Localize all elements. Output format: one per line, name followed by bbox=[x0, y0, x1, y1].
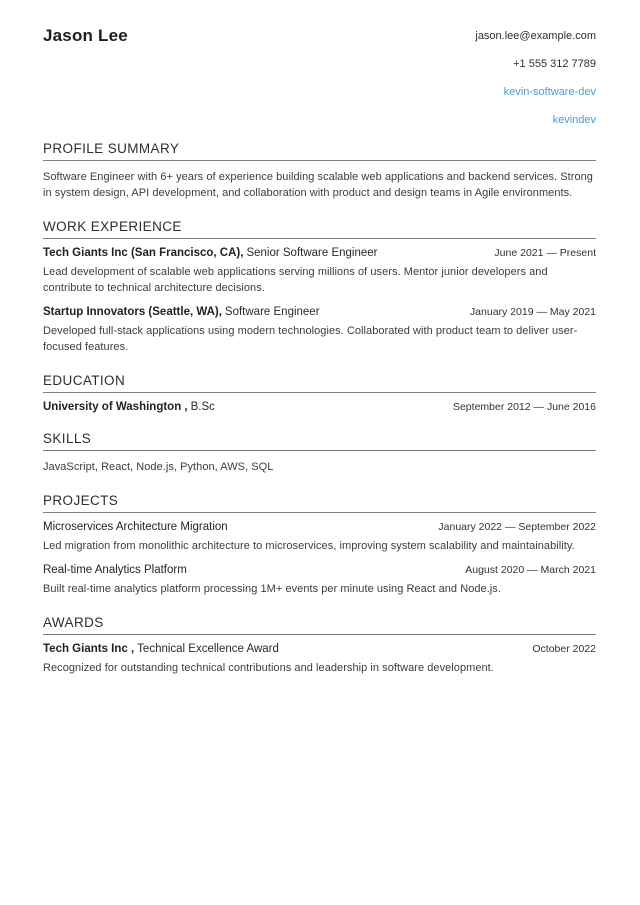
contact-link-secondary[interactable]: kevindev bbox=[552, 114, 596, 126]
projects-title: PROJECTS bbox=[43, 493, 119, 508]
project-name: Microservices Architecture Migration bbox=[43, 521, 228, 533]
project-entry bbox=[43, 564, 596, 597]
section-divider bbox=[43, 450, 596, 451]
contact-email: jason.lee@example.com bbox=[475, 30, 596, 42]
resume-header bbox=[43, 24, 596, 136]
profile-summary-title: PROFILE SUMMARY bbox=[43, 141, 180, 156]
section-education bbox=[43, 373, 596, 413]
work-role: Senior Software Engineer bbox=[246, 247, 378, 259]
profile-summary-text: Software Engineer with 6+ years of experience building scalable web applications and backend services. Strong in system design, API development, and collaboration with product and design teams in Agile environments. bbox=[43, 171, 593, 199]
work-dates: June 2021 — Present bbox=[494, 247, 596, 259]
section-awards bbox=[43, 615, 596, 676]
contact-phone: +1 555 312 7789 bbox=[513, 58, 596, 70]
award-name: Technical Excellence Award bbox=[137, 643, 279, 655]
education-dates: September 2012 — June 2016 bbox=[452, 401, 596, 413]
person-name: Jason Lee bbox=[43, 26, 128, 45]
project-name: Real-time Analytics Platform bbox=[43, 564, 187, 576]
project-description: Led migration from monolithic architecture to microservices, improving system scalability and maintainability. bbox=[43, 540, 575, 552]
work-role: Software Engineer bbox=[224, 306, 320, 318]
work-company: Tech Giants Inc (San Francisco, CA), bbox=[43, 247, 244, 259]
award-entry bbox=[43, 643, 596, 676]
section-divider bbox=[43, 392, 596, 393]
contact-link-primary[interactable]: kevin-software-dev bbox=[503, 86, 596, 98]
work-dates: January 2019 — May 2021 bbox=[469, 306, 596, 318]
work-description: Lead development of scalable web applications serving millions of users. Mentor junior developers and contribute to technical architecture decisions. bbox=[43, 266, 548, 294]
project-description: Built real-time analytics platform processing 1M+ events per minute using React and Node.js. bbox=[43, 583, 501, 595]
section-divider bbox=[43, 634, 596, 635]
skills-title: SKILLS bbox=[43, 431, 92, 446]
education-entry bbox=[43, 401, 596, 413]
section-divider bbox=[43, 512, 596, 513]
project-dates: August 2020 — March 2021 bbox=[465, 564, 596, 576]
project-dates: January 2022 — September 2022 bbox=[438, 521, 596, 533]
project-entry bbox=[43, 521, 596, 554]
work-experience-title: WORK EXPERIENCE bbox=[43, 219, 182, 234]
section-divider bbox=[43, 238, 596, 239]
work-entry bbox=[43, 306, 596, 355]
work-entry bbox=[43, 247, 596, 296]
education-school: University of Washington , bbox=[43, 401, 188, 413]
education-title: EDUCATION bbox=[43, 373, 126, 388]
section-work-experience bbox=[43, 219, 596, 355]
section-divider bbox=[43, 160, 596, 161]
award-description: Recognized for outstanding technical contributions and leadership in software development. bbox=[43, 662, 494, 674]
section-profile-summary bbox=[43, 141, 596, 201]
work-description: Developed full-stack applications using modern technologies. Collaborated with product team to deliver user-focused features. bbox=[43, 325, 578, 353]
education-degree: B.Sc bbox=[190, 401, 215, 413]
award-dates: October 2022 bbox=[532, 643, 596, 655]
section-projects bbox=[43, 493, 596, 597]
work-company: Startup Innovators (Seattle, WA), bbox=[43, 306, 222, 318]
awards-title: AWARDS bbox=[43, 615, 104, 630]
contact-block bbox=[475, 24, 596, 136]
award-issuer: Tech Giants Inc , bbox=[43, 643, 135, 655]
skills-list: JavaScript, React, Node.js, Python, AWS, SQL bbox=[43, 461, 274, 473]
section-skills bbox=[43, 431, 596, 475]
